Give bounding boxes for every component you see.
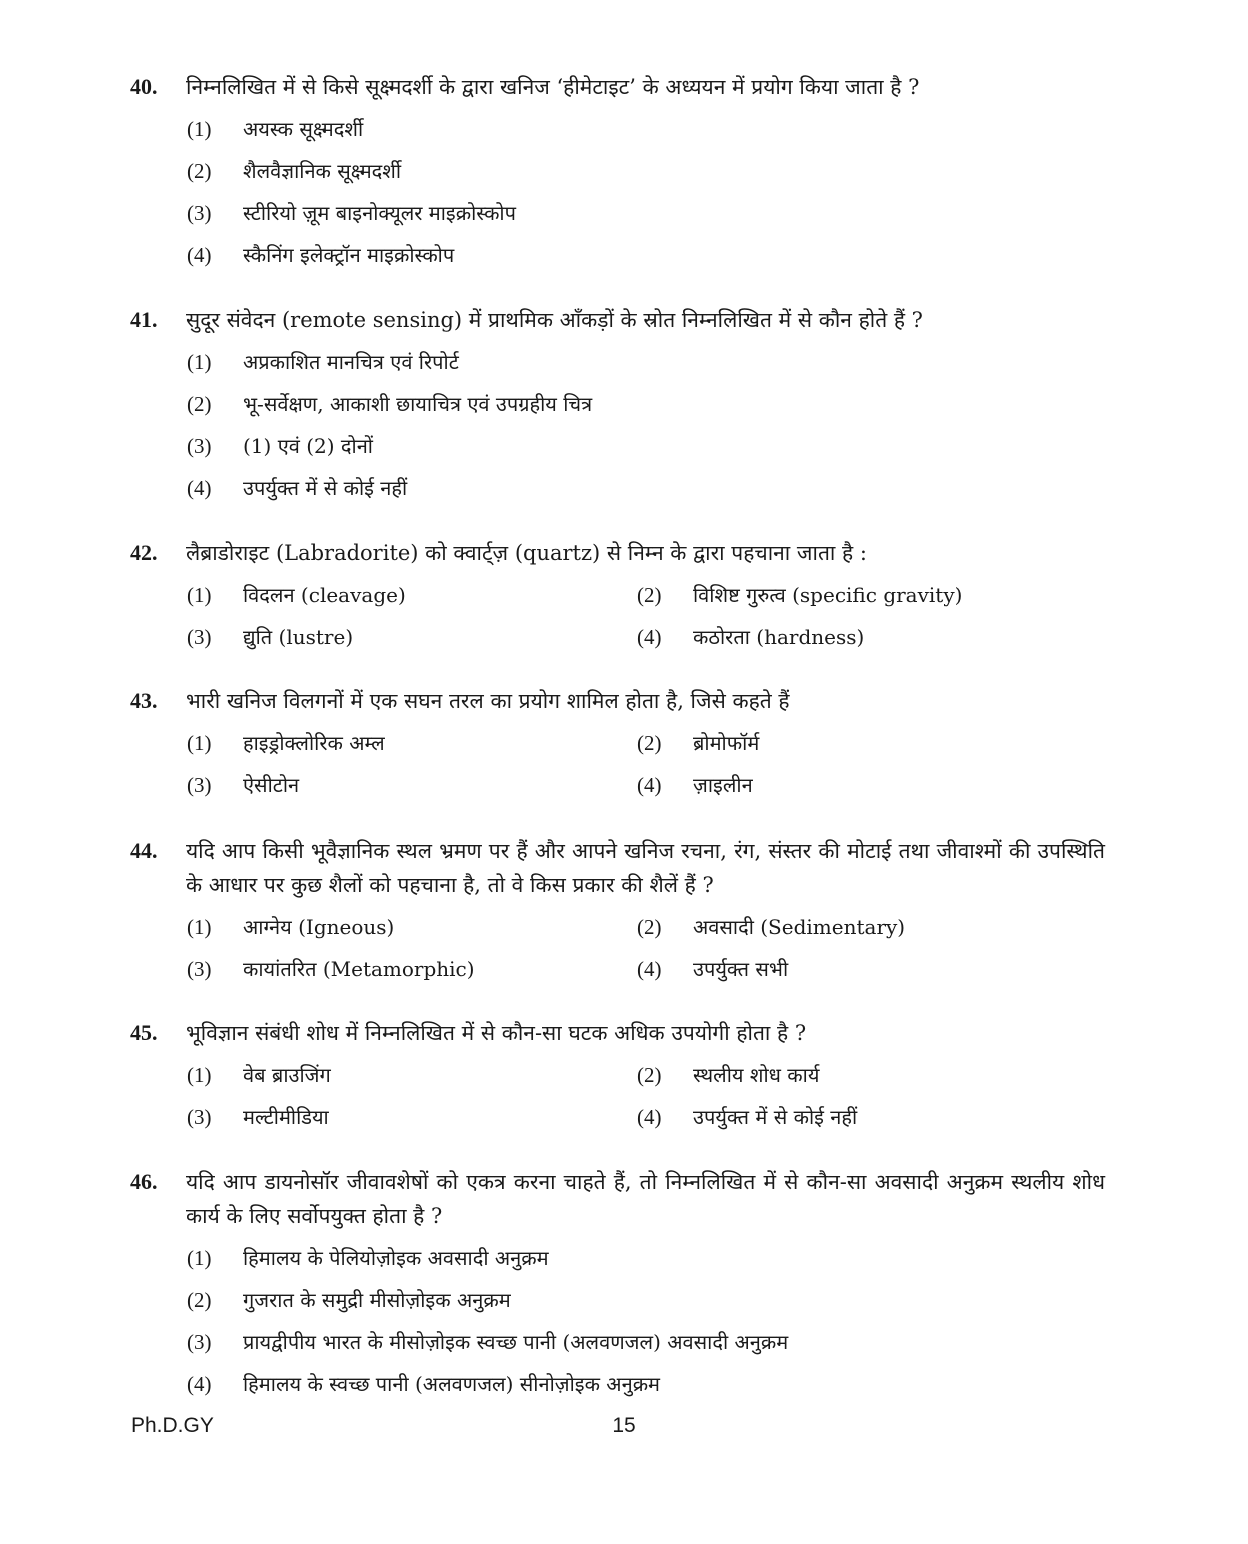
question-text: भूविज्ञान संबंधी शोध में निम्नलिखित में से कौन-सा घटक अधिक उपयोगी होता है ? xyxy=(186,1021,807,1045)
question-number: 41. xyxy=(130,307,158,332)
option-1 xyxy=(187,574,637,616)
question-43 xyxy=(130,684,1105,806)
option-number: (1) xyxy=(187,350,212,374)
option-text: अयस्क सूक्ष्मदर्शी xyxy=(243,117,364,141)
option-text: भू-सर्वेक्षण, आकाशी छायाचित्र एवं उपग्रहीय चित्र xyxy=(243,392,593,416)
option-2 xyxy=(187,1279,1105,1321)
option-3 xyxy=(187,425,1105,467)
option-3 xyxy=(187,1096,637,1138)
option-1 xyxy=(187,722,637,764)
option-number: (4) xyxy=(187,476,212,500)
option-1 xyxy=(187,1054,637,1096)
option-number: (3) xyxy=(187,625,212,649)
option-number: (3) xyxy=(187,957,212,981)
option-number: (2) xyxy=(637,583,662,607)
option-number: (2) xyxy=(187,1288,212,1312)
option-1 xyxy=(187,341,1105,383)
option-4 xyxy=(637,764,1107,806)
option-text: ज़ाइलीन xyxy=(693,773,753,797)
page-number: 15 xyxy=(612,1414,636,1437)
option-number: (2) xyxy=(187,159,212,183)
option-number: (1) xyxy=(187,731,212,755)
question-number: 45. xyxy=(130,1020,158,1045)
option-text: अप्रकाशित मानचित्र एवं रिपोर्ट xyxy=(243,350,459,374)
option-1 xyxy=(187,906,637,948)
question-44 xyxy=(130,834,1105,990)
option-number: (4) xyxy=(637,1105,662,1129)
option-number: (3) xyxy=(187,201,212,225)
question-45 xyxy=(130,1016,1105,1138)
option-4 xyxy=(187,467,1105,509)
option-number: (2) xyxy=(637,731,662,755)
question-text: भारी खनिज विलगनों में एक सघन तरल का प्रयोग शामिल होता है, जिसे कहते हैं xyxy=(186,689,790,713)
option-number: (3) xyxy=(187,773,212,797)
option-text: कायांतरित (Metamorphic) xyxy=(243,957,475,981)
option-text: विशिष्ट गुरुत्व (specific gravity) xyxy=(693,583,963,607)
option-2 xyxy=(637,1054,1107,1096)
option-text: उपर्युक्त सभी xyxy=(693,957,789,981)
option-text: स्थलीय शोध कार्य xyxy=(693,1063,820,1087)
question-40 xyxy=(130,70,1105,276)
option-2 xyxy=(637,574,1107,616)
question-text: यदि आप डायनोसॉर जीवावशेषों को एकत्र करना चाहते हैं, तो निम्नलिखित में से कौन-सा अवसादी अनुक्रम स्थलीय शोध कार्य के लिए सर्वोपयुक्त होता है ? xyxy=(186,1170,1105,1228)
option-4 xyxy=(637,616,1107,658)
option-1 xyxy=(187,1237,1105,1279)
option-text: आग्नेय (Igneous) xyxy=(243,915,395,939)
option-number: (4) xyxy=(637,957,662,981)
option-text: स्कैनिंग इलेक्ट्रॉन माइक्रोस्कोप xyxy=(243,243,455,267)
question-number: 40. xyxy=(130,74,158,99)
question-number: 43. xyxy=(130,688,158,713)
option-4 xyxy=(187,234,1105,276)
option-2 xyxy=(187,383,1105,425)
option-text: शैलवैज्ञानिक सूक्ष्मदर्शी xyxy=(243,159,402,183)
option-number: (1) xyxy=(187,1063,212,1087)
question-text: सुदूर संवेदन (remote sensing) में प्राथमिक आँकड़ों के स्रोत निम्नलिखित में से कौन होते हैं ? xyxy=(186,308,923,332)
option-number: (4) xyxy=(187,243,212,267)
option-number: (3) xyxy=(187,1330,212,1354)
question-number: 42. xyxy=(130,540,158,565)
option-text: मल्टीमीडिया xyxy=(243,1105,329,1129)
option-text: प्रायद्वीपीय भारत के मीसोज़ोइक स्वच्छ पानी (अलवणजल) अवसादी अनुक्रम xyxy=(243,1330,789,1354)
option-text: उपर्युक्त में से कोई नहीं xyxy=(243,476,408,500)
option-text: द्युति (lustre) xyxy=(243,625,354,649)
option-text: वेब ब्राउजिंग xyxy=(243,1063,331,1087)
option-1 xyxy=(187,108,1105,150)
option-3 xyxy=(187,192,1105,234)
option-2 xyxy=(637,722,1107,764)
question-42 xyxy=(130,536,1105,658)
option-4 xyxy=(187,1363,1105,1405)
option-text: कठोरता (hardness) xyxy=(693,625,865,649)
question-text: लैब्राडोराइट (Labradorite) को क्वार्ट्ज़ (quartz) से निम्न के द्वारा पहचाना जाता है : xyxy=(186,541,867,565)
option-text: अवसादी (Sedimentary) xyxy=(693,915,906,939)
option-text: विदलन (cleavage) xyxy=(243,583,406,607)
question-41 xyxy=(130,303,1105,509)
option-3 xyxy=(187,1321,1105,1363)
option-number: (1) xyxy=(187,117,212,141)
option-number: (1) xyxy=(187,915,212,939)
option-number: (2) xyxy=(187,392,212,416)
option-text: हिमालय के पेलियोज़ोइक अवसादी अनुक्रम xyxy=(243,1246,549,1270)
question-text: यदि आप किसी भूवैज्ञानिक स्थल भ्रमण पर हैं और आपने खनिज रचना, रंग, संस्तर की मोटाई तथा जीवाश्मों की उपस्थिति के आधार पर कुछ शैलों को पहचाना है, तो वे किस प्रकार की शैलें हैं ? xyxy=(186,839,1105,897)
option-number: (1) xyxy=(187,583,212,607)
option-text: ब्रोमोफॉर्म xyxy=(693,731,760,755)
question-number: 46. xyxy=(130,1169,158,1194)
option-number: (4) xyxy=(637,773,662,797)
option-3 xyxy=(187,764,637,806)
option-text: हिमालय के स्वच्छ पानी (अलवणजल) सीनोज़ोइक अनुक्रम xyxy=(243,1372,661,1396)
option-text: (1) एवं (2) दोनों xyxy=(243,434,373,458)
option-number: (4) xyxy=(637,625,662,649)
option-3 xyxy=(187,616,637,658)
option-text: स्टीरियो ज़ूम बाइनोक्यूलर माइक्रोस्कोप xyxy=(243,201,516,225)
question-number: 44. xyxy=(130,838,158,863)
option-4 xyxy=(637,948,1107,990)
option-number: (2) xyxy=(637,915,662,939)
option-text: हाइड्रोक्लोरिक अम्ल xyxy=(243,731,385,755)
option-text: ऐसीटोन xyxy=(243,773,300,797)
option-text: उपर्युक्त में से कोई नहीं xyxy=(693,1105,858,1129)
option-4 xyxy=(637,1096,1107,1138)
option-text: गुजरात के समुद्री मीसोज़ोइक अनुक्रम xyxy=(243,1288,511,1312)
option-2 xyxy=(187,150,1105,192)
option-number: (1) xyxy=(187,1246,212,1270)
option-number: (3) xyxy=(187,1105,212,1129)
option-2 xyxy=(637,906,1107,948)
option-number: (3) xyxy=(187,434,212,458)
question-46 xyxy=(130,1165,1105,1405)
option-3 xyxy=(187,948,637,990)
paper-code: Ph.D.GY xyxy=(131,1414,214,1437)
question-text: निम्नलिखित में से किसे सूक्ष्मदर्शी के द्वारा खनिज ‘हीमेटाइट’ के अध्ययन में प्रयोग किया जाता है ? xyxy=(186,75,920,99)
option-number: (2) xyxy=(637,1063,662,1087)
option-number: (4) xyxy=(187,1372,212,1396)
